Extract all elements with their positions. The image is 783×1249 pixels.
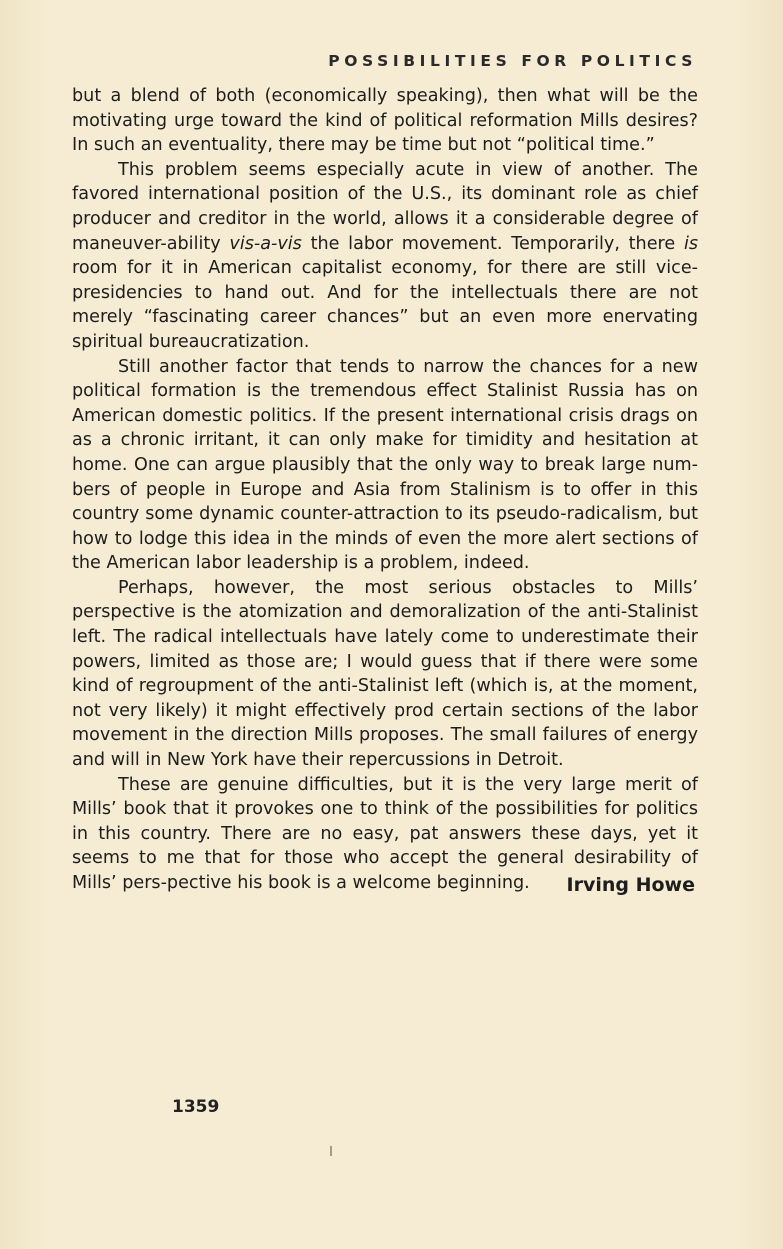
paragraph-1-text: but a blend of both (economically speaking), then what will be the motivating urge toward the kind of political reformation Mills desires? In such an eventuality, there may be time but not “political time.” bbox=[72, 86, 698, 156]
paragraph-2-italic-vis-a-vis: vis-a-vis bbox=[229, 233, 302, 254]
paragraph-2-text-middle: the labor movement. Temporarily, there bbox=[301, 233, 684, 254]
paragraph-4-text: Perhaps, however, the most serious obstacles to Mills’ perspective is the atomization and demoralization of the anti-Stalinist left. The radical intellectuals have lately come to underestimate their powers, limited as those are; I would guess that if there were some kind of regroupment of the anti-Stalinist left (which is, at the moment, not very likely) it might effectively prod certain sections of the labor movement in the direction Mills proposes. The small failures of energy and will in New York have their repercussions in Detroit. bbox=[72, 577, 698, 771]
article-body bbox=[72, 84, 698, 896]
author-signature: Irving Howe bbox=[566, 874, 695, 896]
paragraph-3 bbox=[72, 355, 698, 576]
paragraph-2-text-before: This problem seems especially acute in view of another. The favored international position of the U.S., its dominant role as chief producer and creditor in the world, allows it a considerable degree of maneuver-ability bbox=[72, 159, 698, 254]
paragraph-2 bbox=[72, 158, 698, 355]
paragraph-4 bbox=[72, 576, 698, 773]
paragraph-2-italic-is: is bbox=[683, 233, 698, 254]
print-mark bbox=[330, 1146, 332, 1156]
paragraph-5-text: These are genuine difficulties, but it is the very large merit of Mills’ book that it provokes one to think of the possibilities for politics in this country. There are no easy, pat answers these days, yet it seems to me that for those who accept the general desirability of Mills’ pers-pective his book is a welcome beginning. bbox=[72, 774, 698, 893]
paragraph-2-text-after: room for it in American capitalist economy, for there are still vice-presidencies to hand out. And for the intellectuals there are not merely “fascinating career chances” but an even more enervating spiritual bureaucratization. bbox=[72, 258, 698, 352]
paragraph-3-text: Still another factor that tends to narrow the chances for a new political formation is the tremendous effect Stalinist Russia has on American domestic politics. If the present international crisis drags on as a chronic irritant, it can only make for timidity and hesitation at home. One can argue plausibly that the only way to break large num-bers of people in Europe and Asia from Stalinism is to offer in this country some dynamic counter-attraction to its pseudo-radicalism, but how to lodge this idea in the minds of even the more alert sections of the American labor leadership is a problem, indeed. bbox=[72, 356, 698, 574]
paragraph-1 bbox=[72, 84, 698, 158]
running-head: POSSIBILITIES FOR POLITICS bbox=[328, 52, 697, 70]
page-number: 1359 bbox=[172, 1097, 220, 1117]
